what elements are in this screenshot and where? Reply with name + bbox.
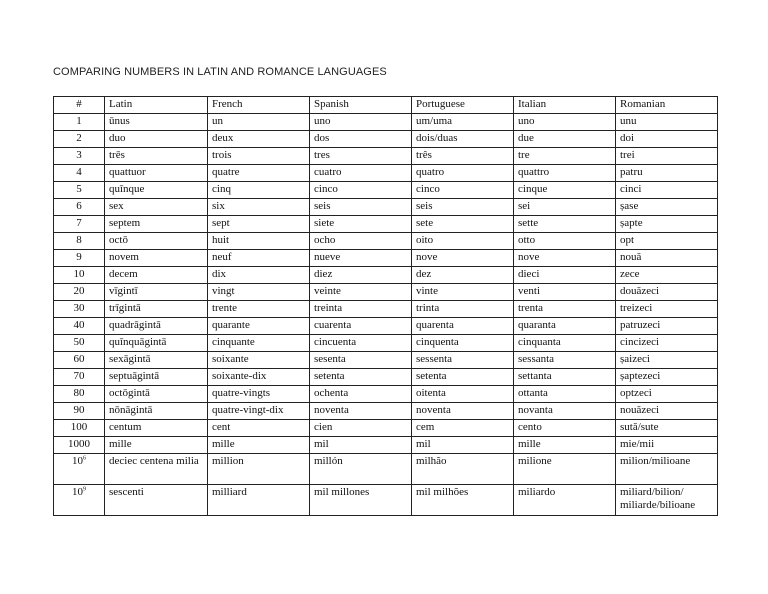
romanian-cell: cinci <box>616 182 718 199</box>
romanian-cell: patru <box>616 165 718 182</box>
table-row <box>54 182 718 199</box>
french-cell: huit <box>208 233 310 250</box>
portuguese-cell: cinquenta <box>412 335 514 352</box>
portuguese-cell: dez <box>412 267 514 284</box>
number-cell: 20 <box>54 284 105 301</box>
number-cell: 9 <box>54 250 105 267</box>
header-spanish: Spanish <box>310 97 412 114</box>
latin-cell: deciec centena milia <box>105 454 208 485</box>
romanian-cell: optzeci <box>616 386 718 403</box>
number-cell: $10^9$ <box>54 485 105 516</box>
spanish-cell: noventa <box>310 403 412 420</box>
romanian-cell: șaptezeci <box>616 369 718 386</box>
romanian-cell: cincizeci <box>616 335 718 352</box>
romanian-cell: miliard/bilion/ miliarde/bilioane <box>616 485 718 516</box>
latin-cell: quadrāgintā <box>105 318 208 335</box>
french-cell: quatre <box>208 165 310 182</box>
table-row <box>54 485 718 516</box>
portuguese-cell: seis <box>412 199 514 216</box>
spanish-cell: ocho <box>310 233 412 250</box>
portuguese-cell: milhão <box>412 454 514 485</box>
portuguese-cell: dois/duas <box>412 131 514 148</box>
italian-cell: nove <box>514 250 616 267</box>
latin-cell: sescenti <box>105 485 208 516</box>
header-latin: Latin <box>105 97 208 114</box>
number-cell: 8 <box>54 233 105 250</box>
number-cell: 10 <box>54 267 105 284</box>
italian-cell: mille <box>514 437 616 454</box>
spanish-cell: mil <box>310 437 412 454</box>
romanian-cell: doi <box>616 131 718 148</box>
table-row <box>54 165 718 182</box>
spanish-cell: nueve <box>310 250 412 267</box>
french-cell: dix <box>208 267 310 284</box>
table-row <box>54 250 718 267</box>
header-french: French <box>208 97 310 114</box>
french-cell: cinquante <box>208 335 310 352</box>
latin-cell: decem <box>105 267 208 284</box>
number-cell: 90 <box>54 403 105 420</box>
romanian-cell: unu <box>616 114 718 131</box>
table-row <box>54 318 718 335</box>
portuguese-cell: oito <box>412 233 514 250</box>
spanish-cell: dos <box>310 131 412 148</box>
portuguese-cell: mil <box>412 437 514 454</box>
french-cell: milliard <box>208 485 310 516</box>
header-italian: Italian <box>514 97 616 114</box>
italian-cell: sessanta <box>514 352 616 369</box>
romanian-cell: trei <box>616 148 718 165</box>
table-row <box>54 148 718 165</box>
latin-cell: nōnāgintā <box>105 403 208 420</box>
italian-cell: dieci <box>514 267 616 284</box>
table-row <box>54 131 718 148</box>
table-row <box>54 386 718 403</box>
number-cell: 4 <box>54 165 105 182</box>
page-title: COMPARING NUMBERS IN LATIN AND ROMANCE LANGUAGES <box>53 66 387 78</box>
italian-cell: milione <box>514 454 616 485</box>
spanish-cell: mil millones <box>310 485 412 516</box>
table-row <box>54 199 718 216</box>
french-cell: million <box>208 454 310 485</box>
french-cell: cent <box>208 420 310 437</box>
spanish-cell: sesenta <box>310 352 412 369</box>
table-row <box>54 114 718 131</box>
italian-cell: sei <box>514 199 616 216</box>
french-cell: deux <box>208 131 310 148</box>
italian-cell: venti <box>514 284 616 301</box>
table-row <box>54 454 718 485</box>
number-cell: 30 <box>54 301 105 318</box>
number-cell: 1 <box>54 114 105 131</box>
latin-cell: quīnque <box>105 182 208 199</box>
italian-cell: quattro <box>514 165 616 182</box>
romanian-cell: nouă <box>616 250 718 267</box>
italian-cell: due <box>514 131 616 148</box>
table-row <box>54 403 718 420</box>
number-cell: 80 <box>54 386 105 403</box>
french-cell: cinq <box>208 182 310 199</box>
spanish-cell: seis <box>310 199 412 216</box>
header-row <box>54 97 718 114</box>
portuguese-cell: cem <box>412 420 514 437</box>
french-cell: quarante <box>208 318 310 335</box>
french-cell: vingt <box>208 284 310 301</box>
latin-cell: septem <box>105 216 208 233</box>
latin-cell: novem <box>105 250 208 267</box>
table-row <box>54 352 718 369</box>
number-cell: $10^6$ <box>54 454 105 485</box>
latin-cell: quattuor <box>105 165 208 182</box>
spanish-cell: tres <box>310 148 412 165</box>
number-cell: 2 <box>54 131 105 148</box>
table-row <box>54 216 718 233</box>
spanish-cell: ochenta <box>310 386 412 403</box>
number-cell: 40 <box>54 318 105 335</box>
spanish-cell: veinte <box>310 284 412 301</box>
spanish-cell: uno <box>310 114 412 131</box>
romanian-cell: nouăzeci <box>616 403 718 420</box>
spanish-cell: treinta <box>310 301 412 318</box>
french-cell: neuf <box>208 250 310 267</box>
portuguese-cell: noventa <box>412 403 514 420</box>
table-row <box>54 369 718 386</box>
spanish-cell: cincuenta <box>310 335 412 352</box>
portuguese-cell: sessenta <box>412 352 514 369</box>
header-romanian: Romanian <box>616 97 718 114</box>
italian-cell: trenta <box>514 301 616 318</box>
italian-cell: tre <box>514 148 616 165</box>
romanian-cell: șapte <box>616 216 718 233</box>
latin-cell: septuāgintā <box>105 369 208 386</box>
table-row <box>54 267 718 284</box>
romanian-cell: milion/milioane <box>616 454 718 485</box>
french-cell: six <box>208 199 310 216</box>
romanian-cell: zece <box>616 267 718 284</box>
spanish-cell: cinco <box>310 182 412 199</box>
table-row <box>54 437 718 454</box>
french-cell: sept <box>208 216 310 233</box>
french-cell: trente <box>208 301 310 318</box>
italian-cell: cinquanta <box>514 335 616 352</box>
latin-cell: ūnus <box>105 114 208 131</box>
portuguese-cell: cinco <box>412 182 514 199</box>
table-row <box>54 284 718 301</box>
table-row <box>54 233 718 250</box>
latin-cell: centum <box>105 420 208 437</box>
latin-cell: trēs <box>105 148 208 165</box>
number-cell: 100 <box>54 420 105 437</box>
latin-cell: duo <box>105 131 208 148</box>
latin-cell: sexāgintā <box>105 352 208 369</box>
romanian-cell: douăzeci <box>616 284 718 301</box>
spanish-cell: cien <box>310 420 412 437</box>
romanian-cell: mie/mii <box>616 437 718 454</box>
portuguese-cell: trinta <box>412 301 514 318</box>
french-cell: un <box>208 114 310 131</box>
french-cell: soixante-dix <box>208 369 310 386</box>
portuguese-cell: quatro <box>412 165 514 182</box>
portuguese-cell: um/uma <box>412 114 514 131</box>
table-row <box>54 335 718 352</box>
spanish-cell: setenta <box>310 369 412 386</box>
portuguese-cell: mil milhões <box>412 485 514 516</box>
number-cell: 50 <box>54 335 105 352</box>
spanish-cell: siete <box>310 216 412 233</box>
portuguese-cell: setenta <box>412 369 514 386</box>
latin-cell: mille <box>105 437 208 454</box>
spanish-cell: cuarenta <box>310 318 412 335</box>
italian-cell: miliardo <box>514 485 616 516</box>
number-cell: 6 <box>54 199 105 216</box>
portuguese-cell: três <box>412 148 514 165</box>
romanian-cell: patruzeci <box>616 318 718 335</box>
header-number: # <box>54 97 105 114</box>
number-cell: 5 <box>54 182 105 199</box>
romanian-cell: șaizeci <box>616 352 718 369</box>
french-cell: mille <box>208 437 310 454</box>
italian-cell: cinque <box>514 182 616 199</box>
romanian-cell: sută/sute <box>616 420 718 437</box>
italian-cell: sette <box>514 216 616 233</box>
french-cell: soixante <box>208 352 310 369</box>
latin-cell: vīgintī <box>105 284 208 301</box>
table-row <box>54 420 718 437</box>
number-cell: 7 <box>54 216 105 233</box>
italian-cell: uno <box>514 114 616 131</box>
romanian-cell: treizeci <box>616 301 718 318</box>
latin-cell: trīgintā <box>105 301 208 318</box>
romanian-cell: opt <box>616 233 718 250</box>
portuguese-cell: oitenta <box>412 386 514 403</box>
header-portuguese: Portuguese <box>412 97 514 114</box>
french-cell: quatre-vingt-dix <box>208 403 310 420</box>
number-cell: 60 <box>54 352 105 369</box>
spanish-cell: millón <box>310 454 412 485</box>
latin-cell: sex <box>105 199 208 216</box>
number-cell: 3 <box>54 148 105 165</box>
spanish-cell: diez <box>310 267 412 284</box>
italian-cell: novanta <box>514 403 616 420</box>
table-row <box>54 301 718 318</box>
french-cell: trois <box>208 148 310 165</box>
spanish-cell: cuatro <box>310 165 412 182</box>
numbers-table <box>53 96 718 516</box>
exponent: 9 <box>83 486 86 493</box>
latin-cell: quīnquāgintā <box>105 335 208 352</box>
italian-cell: cento <box>514 420 616 437</box>
romanian-cell: șase <box>616 199 718 216</box>
latin-cell: octō <box>105 233 208 250</box>
portuguese-cell: nove <box>412 250 514 267</box>
french-cell: quatre-vingts <box>208 386 310 403</box>
italian-cell: ottanta <box>514 386 616 403</box>
portuguese-cell: quarenta <box>412 318 514 335</box>
italian-cell: quaranta <box>514 318 616 335</box>
portuguese-cell: sete <box>412 216 514 233</box>
number-cell: 1000 <box>54 437 105 454</box>
portuguese-cell: vinte <box>412 284 514 301</box>
latin-cell: octōgintā <box>105 386 208 403</box>
number-cell: 70 <box>54 369 105 386</box>
italian-cell: otto <box>514 233 616 250</box>
italian-cell: settanta <box>514 369 616 386</box>
exponent: 6 <box>83 455 86 462</box>
